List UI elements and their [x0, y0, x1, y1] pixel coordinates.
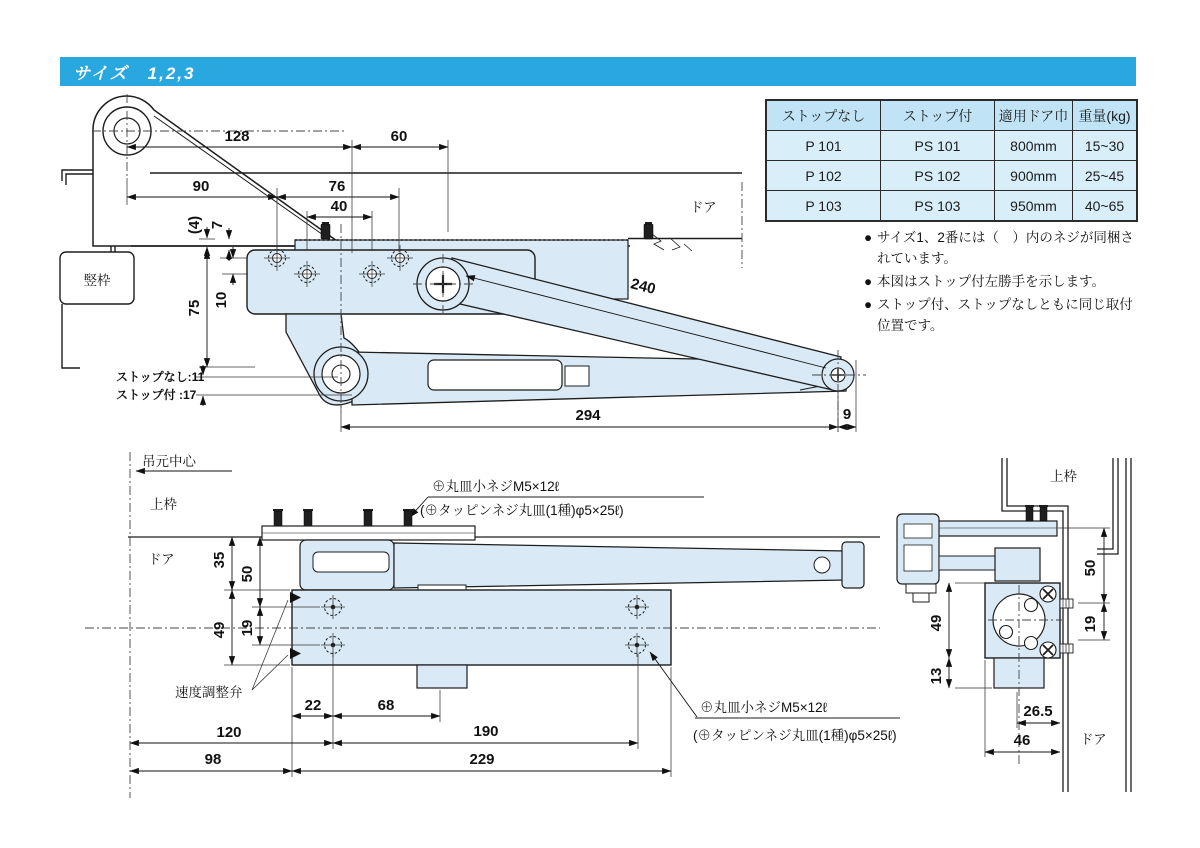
screw-icon: [644, 223, 653, 239]
dim-68: 68: [377, 697, 395, 714]
dim-128: 128: [224, 128, 250, 145]
top-frame-label: 上枠: [150, 497, 177, 512]
cell: PS 102: [881, 161, 995, 191]
cell: P 101: [766, 131, 881, 161]
phillips-screw-icon: [1040, 642, 1056, 658]
dim-40: 40: [330, 198, 348, 215]
screw-callout-top: [410, 479, 704, 518]
bullet-icon: ●: [864, 296, 873, 312]
dim-10: 10: [213, 291, 230, 309]
bullet-icon: ●: [864, 273, 873, 289]
dim-98: 98: [204, 751, 222, 768]
dim-120: 120: [216, 724, 242, 741]
callout-line2: (⊕タッピンネジ丸皿(1種)φ5×25ℓ): [693, 728, 897, 743]
dim-7: 7: [209, 220, 226, 230]
page-title: サイズ 1,2,3: [73, 64, 196, 83]
screw-icon: [1039, 506, 1048, 521]
hinge-center-label: 吊元中心: [142, 454, 196, 469]
col-header-door-width: 適用ドア巾: [995, 100, 1073, 131]
cell: 800mm: [995, 131, 1073, 161]
closer-housing: [292, 590, 671, 665]
dim-240: 240: [628, 275, 658, 299]
dim-22: 22: [304, 697, 322, 714]
dim-60: 60: [390, 128, 408, 145]
closer-body-top-view: [247, 223, 866, 432]
door-label: ドア: [148, 552, 175, 567]
dim-4: (4): [186, 215, 203, 235]
screw-stub-icon: [1060, 599, 1073, 608]
top-view-drawing: [60, 94, 866, 432]
note-text: サイズ1、2番には（ ）内のネジが同梱されています。: [877, 230, 1134, 266]
callout-line2: (⊕タッピンネジ丸皿(1種)φ5×25ℓ): [420, 503, 624, 518]
dim-76: 76: [328, 178, 346, 195]
cell: 950mm: [995, 191, 1073, 222]
dim-294: 294: [575, 407, 601, 424]
dim-9: 9: [842, 406, 852, 423]
door-label: ドア: [1080, 732, 1107, 747]
dim-35: 35: [211, 551, 228, 569]
dim-13: 13: [928, 667, 945, 685]
cell: PS 101: [881, 131, 995, 161]
cell: 40~65: [1073, 191, 1138, 222]
cell: 900mm: [995, 161, 1073, 191]
cell: 25~45: [1073, 161, 1138, 191]
cell: 15~30: [1073, 131, 1138, 161]
callout-line1: ⊕丸皿小ネジM5×12ℓ: [700, 700, 828, 715]
dim-75: 75: [186, 299, 203, 317]
speed-valve-label: 速度調整弁: [175, 685, 243, 700]
screw-icon: [321, 223, 330, 239]
screw-icon: [363, 510, 373, 526]
screw-stub-icon: [1060, 644, 1073, 653]
arm-band: [394, 543, 846, 588]
dim-49: 49: [928, 614, 945, 632]
dim-19: 19: [239, 619, 256, 637]
dim-46: 46: [1013, 732, 1031, 749]
callout-line1: ⊕丸皿小ネジM5×12ℓ: [432, 479, 560, 494]
bullet-icon: ●: [864, 230, 873, 245]
cell: P 103: [766, 191, 881, 222]
col-header-stop-none: ストップなし: [766, 100, 881, 131]
screw-icon: [403, 510, 413, 526]
frame-label: 竪枠: [83, 273, 111, 288]
dim-50: 50: [239, 565, 256, 583]
link-arm: [939, 556, 995, 570]
phillips-screw-icon: [1040, 586, 1056, 602]
dim-26-5: 26.5: [1023, 703, 1053, 720]
screw-icon: [1025, 506, 1034, 521]
dim-90: 90: [192, 178, 210, 195]
screw-icon: [303, 510, 313, 526]
screw-icon: [273, 510, 283, 526]
col-header-stop-with: ストップ付: [881, 100, 995, 131]
link-plate: [995, 548, 1040, 581]
dim-229: 229: [469, 751, 495, 768]
col-header-weight: 重量(kg): [1073, 100, 1138, 131]
closer-housing-plan: [85, 590, 880, 688]
note-text: ストップ付、ストップなしともに同じ取付位置です。: [877, 296, 1133, 333]
stop-with-label: ストップ付 :17: [116, 388, 197, 402]
side-view-drawing: [897, 458, 1131, 792]
plan-view-drawing: [85, 452, 900, 798]
valve-tab: [417, 665, 467, 688]
cell: P 102: [766, 161, 881, 191]
dim-50: 50: [1082, 559, 1099, 577]
dim-49: 49: [211, 621, 228, 639]
top-frame-label: 上枠: [1050, 469, 1077, 484]
dim-19: 19: [1082, 615, 1099, 633]
screw-callout-bottom: [650, 652, 900, 743]
note-text: 本図はストップ付左勝手を示します。: [877, 273, 1106, 289]
door-label: ドア: [690, 200, 717, 215]
stop-none-label: ストップなし:11: [116, 370, 205, 384]
dim-190: 190: [473, 723, 499, 740]
cell: PS 103: [881, 191, 995, 222]
